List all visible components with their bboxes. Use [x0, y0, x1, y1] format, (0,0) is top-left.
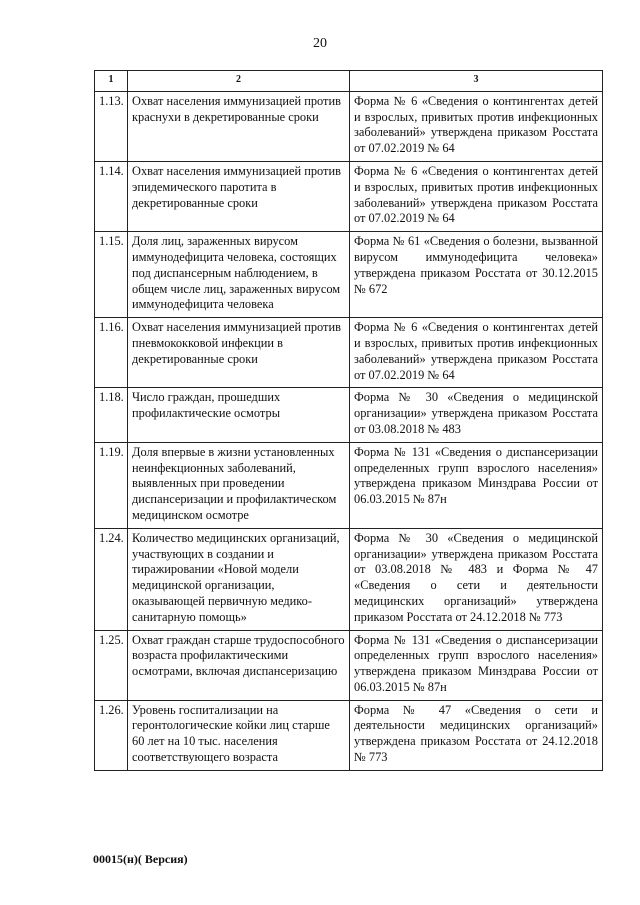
- column-header-number: 1: [95, 71, 128, 92]
- row-number: 1.14.: [95, 161, 128, 231]
- indicator-name: Охват населения иммунизацией против краснухи в декретированные сроки: [128, 91, 350, 161]
- row-number: 1.26.: [95, 700, 128, 770]
- data-source: Форма № 61 «Сведения о болезни, вызванной вирусом иммунодефицита человека» утверждена приказом Росстата от 30.12.2015 № 672: [350, 232, 603, 318]
- table-row: [95, 318, 603, 388]
- table-row: [95, 91, 603, 161]
- table-row: [95, 700, 603, 770]
- indicator-name: Уровень госпитализации на геронтологические койки лиц старше 60 лет на 10 тыс. населения соответствующего возраста: [128, 700, 350, 770]
- indicator-name: Доля лиц, зараженных вирусом иммунодефицита человека, состоящих под диспансерным наблюдением, в общем числе лиц, зараженных вирусом иммунодефицита человека: [128, 232, 350, 318]
- data-source: Форма № 6 «Сведения о контингентах детей и взрослых, привитых против инфекционных заболеваний» утверждена приказом Росстата от 07.02.2019 № 64: [350, 161, 603, 231]
- data-source: Форма № 6 «Сведения о контингентах детей и взрослых, привитых против инфекционных заболеваний» утверждена приказом Росстата от 07.02.2019 № 64: [350, 318, 603, 388]
- table-row: [95, 161, 603, 231]
- row-number: 1.15.: [95, 232, 128, 318]
- data-source: Форма № 131 «Сведения о диспансеризации определенных групп взрослого населения» утверждена приказом Минздрава России от 06.03.2015 № 87н: [350, 630, 603, 700]
- indicator-name: Доля впервые в жизни установленных неинфекционных заболеваний, выявленных при проведении диспансеризации и профилактическом медицинском осмотре: [128, 442, 350, 528]
- table-row: [95, 388, 603, 442]
- indicators-table: [94, 70, 603, 771]
- row-number: 1.13.: [95, 91, 128, 161]
- row-number: 1.25.: [95, 630, 128, 700]
- indicator-name: Охват граждан старше трудоспособного возраста профилактическими осмотрами, включая диспансеризацию: [128, 630, 350, 700]
- data-source: Форма № 6 «Сведения о контингентах детей и взрослых, привитых против инфекционных заболеваний» утверждена приказом Росстата от 07.02.2019 № 64: [350, 91, 603, 161]
- data-source: Форма № 30 «Сведения о медицинской организации» утверждена приказом Росстата от 03.08.2018 № 483: [350, 388, 603, 442]
- indicator-name: Количество медицинских организаций, участвующих в создании и тиражировании «Новой модели медицинской организации, оказывающей первичную медико-санитарную помощь»: [128, 528, 350, 630]
- row-number: 1.16.: [95, 318, 128, 388]
- indicator-name: Охват населения иммунизацией против эпидемического паротита в декретированные сроки: [128, 161, 350, 231]
- column-header-indicator: 2: [128, 71, 350, 92]
- row-number: 1.24.: [95, 528, 128, 630]
- data-source: Форма № 30 «Сведения о медицинской организации» утверждена приказом Росстата от 03.08.2018 № 483 и Форма № 47 «Сведения о сети и деятельности медицинских организаций» утверждена приказом Росстата от 24.12.2018 № 773: [350, 528, 603, 630]
- row-number: 1.18.: [95, 388, 128, 442]
- row-number: 1.19.: [95, 442, 128, 528]
- data-source: Форма № 47 «Сведения о сети и деятельности медицинских организаций» утверждена приказом Росстата от 24.12.2018 № 773: [350, 700, 603, 770]
- table-header-row: [95, 71, 603, 92]
- table-row: [95, 528, 603, 630]
- table-row: [95, 232, 603, 318]
- document-version-footer: 00015(н)( Версия): [93, 852, 188, 866]
- table-row: [95, 630, 603, 700]
- table-row: [95, 442, 603, 528]
- page-number: 20: [313, 36, 327, 51]
- data-source: Форма № 131 «Сведения о диспансеризации определенных групп взрослого населения» утверждена приказом Минздрава России от 06.03.2015 № 87н: [350, 442, 603, 528]
- indicator-name: Охват населения иммунизацией против пневмококковой инфекции в декретированные сроки: [128, 318, 350, 388]
- indicator-name: Число граждан, прошедших профилактические осмотры: [128, 388, 350, 442]
- column-header-source: 3: [350, 71, 603, 92]
